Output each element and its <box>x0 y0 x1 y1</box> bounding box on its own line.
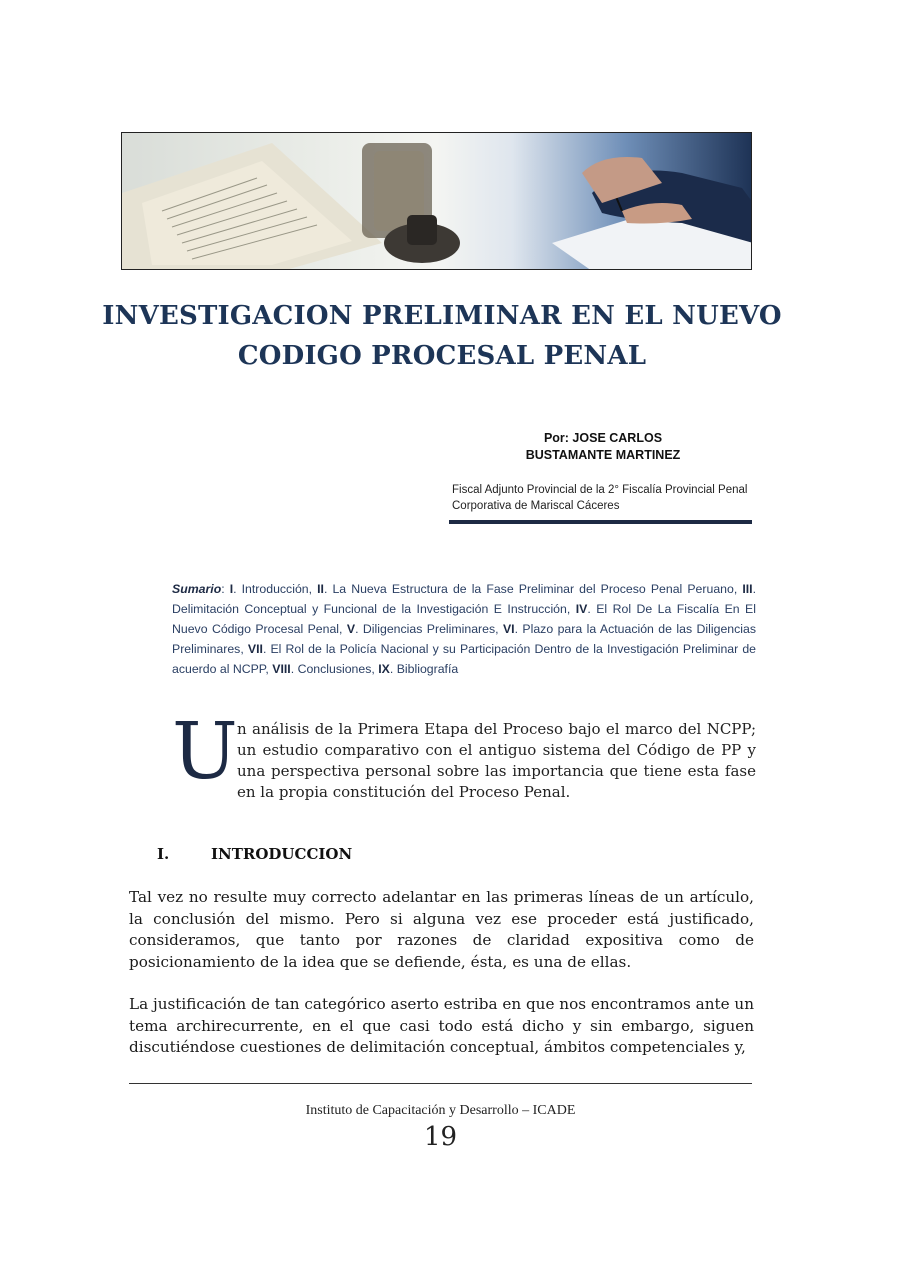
lead-text: n análisis de la Primera Etapa del Proceso bajo el marco del NCPP; un estudio comparativo con el antiguo sistema del Código de PP y una perspectiva personal sobre las importancia que tiene esta fase en la propia constitución del Proceso Penal. <box>237 720 756 801</box>
summary-item-num: V <box>346 622 356 636</box>
footer-institution: Instituto de Capacitación y Desarrollo – ICADE <box>305 1103 576 1118</box>
summary-item-text: El Rol de la Policía Nacional y su Participación Dentro de la Investigación Preliminar de acuerdo al NCPP <box>172 642 757 676</box>
summary-item-text: Conclusiones <box>297 662 372 676</box>
drop-cap-letter: U <box>172 707 238 797</box>
summary-item-num: VI <box>502 622 515 636</box>
summary-item-text: Introducción <box>241 582 309 596</box>
summary-item-text: El Rol De La Fiscalía En El Nuevo Código Procesal Penal <box>172 602 756 636</box>
summary-item-num: IV <box>575 602 588 616</box>
author-block <box>470 430 736 464</box>
footer-divider <box>129 1083 752 1084</box>
affiliation-divider <box>449 520 752 524</box>
section-number: I. <box>157 845 170 863</box>
summary-item-text: La Nueva Estructura de la Fase Preliminar del Proceso Penal Peruano <box>332 582 734 596</box>
header-banner-image <box>121 132 752 270</box>
title-line-2: CODIGO PROCESAL PENAL <box>237 341 647 371</box>
affiliation-line-2: Corporativa de Mariscal Cáceres <box>452 500 620 512</box>
body-paragraph-2: La justificación de tan categórico aserto estriba en que nos encontramos ante un tema archirecurrente, en el que casi todo está dicho y sin embargo, siguen discutiéndose cuestiones de delimitación conceptual, ámbitos competenciales y, <box>129 995 754 1056</box>
page-number: 19 <box>423 1122 458 1152</box>
summary-item-text: Plazo para la Actuación de las Diligencias Preliminares <box>172 622 756 656</box>
article-title <box>100 296 784 376</box>
body-paragraph-1: Tal vez no resulte muy correcto adelantar en las primeras líneas de un artículo, la conclusión del mismo. Pero si alguna vez ese proceder está justificado, consideramos, que tanto por razones de claridad expositiva como de posicionamiento de la idea que se defiende, ésta, es una de ellas. <box>129 888 754 971</box>
author-affiliation <box>452 482 755 514</box>
summary-item-text: Delimitación Conceptual y Funcional de la Investigación E Instrucción <box>172 602 567 616</box>
summary-item-num: III <box>742 582 753 596</box>
summary-label: Sumario <box>172 582 222 596</box>
summary-item-num: II <box>317 582 324 596</box>
summary-item-num: IX <box>378 662 390 676</box>
title-line-1: INVESTIGACION PRELIMINAR EN EL NUEVO <box>102 301 782 331</box>
summary-item-num: VII <box>247 642 263 656</box>
summary-item-num: I <box>229 582 234 596</box>
banner-illustration <box>122 133 752 270</box>
summary-block: Sumario: I. Introducción, II. La Nueva Estructura de la Fase Preliminar del Proceso Penal Peruano, III. Delimitación Conceptual y Funcional de la Investigación E Instrucción, IV. El Rol De La Fiscalía En El Nuevo Código Procesal Penal, V. Diligencias Preliminares, VI. Plazo para la Actuación de las Diligencias Preliminares, VII. El Rol de la Policía Nacional y su Participación Dentro de la Investigación Preliminar de acuerdo al NCPP, VIII. Conclusiones, IX. Bibliografía <box>172 582 757 676</box>
affiliation-line-1: Fiscal Adjunto Provincial de la 2° Fiscalía Provincial Penal <box>452 484 748 496</box>
summary-item-text: Bibliografía <box>396 662 459 676</box>
section-title: INTRODUCCION <box>211 845 353 863</box>
summary-item-text: Diligencias Preliminares <box>362 622 496 636</box>
author-line-1: Por: JOSE CARLOS <box>543 431 663 445</box>
author-line-2: BUSTAMANTE MARTINEZ <box>525 448 681 462</box>
summary-item-num: VIII <box>272 662 291 676</box>
